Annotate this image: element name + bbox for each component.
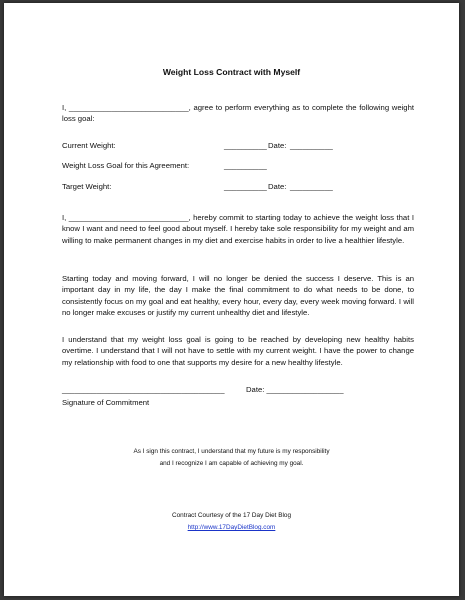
target-weight-blank: __________: [224, 182, 267, 191]
current-weight-row: [62, 140, 422, 152]
goal-row: [62, 160, 422, 172]
signature-date-label: Date:: [246, 385, 265, 394]
signature-label: Signature of Commitment: [62, 398, 150, 407]
current-weight-date-label: Date:: [268, 141, 287, 150]
statement-line-2: and I recognize I am capable of achieving my goal.: [159, 460, 304, 467]
current-weight-blank: __________: [224, 141, 267, 150]
document-title: Weight Loss Contract with Myself: [162, 67, 301, 77]
target-weight-date-blank: __________: [290, 182, 333, 191]
understanding-paragraph: I understand that my weight loss goal is going to be reached by developing new healthy habits overtime. I understand that I will not have to settle with my current weight. I have the power to change my relationship with food to one that supports my desire for a new healthy lifestyle.: [62, 335, 414, 367]
signature-line: ______________________________________: [62, 385, 225, 394]
intro-paragraph: I, ____________________________, agree to perform everything as to complete the following weight loss goal:: [62, 103, 414, 124]
signature-date: [246, 384, 343, 395]
current-weight-label: Current Weight:: [62, 141, 116, 150]
target-weight-label: Target Weight:: [62, 182, 112, 191]
statement-line-1: As I sign this contract, I understand that my future is my responsibility: [133, 448, 330, 455]
goal-blank: __________: [224, 161, 267, 170]
target-weight-row: [62, 181, 422, 193]
footer-credit: Contract Courtesy of the 17 Day Diet Blog: [172, 512, 291, 519]
goal-label: Weight Loss Goal for this Agreement:: [62, 161, 190, 170]
commitment-paragraph: I, ____________________________, hereby commit to starting today to achieve the weight loss that I know I want and need to feel good about myself. I hereby take sole responsibility for my weight and am willing to make permanent changes in my diet and exercise habits in order to live a healthier lifestyle.: [62, 213, 414, 245]
current-weight-date-blank: __________: [290, 141, 333, 150]
footer-link-wrap: [4, 523, 459, 534]
target-weight-date-label: Date:: [268, 182, 287, 191]
signature-date-blank: __________________: [266, 385, 344, 394]
footer-link[interactable]: http://www.17DayDietBlog.com: [187, 524, 276, 531]
contract-page: [4, 3, 459, 596]
moving-forward-paragraph: Starting today and moving forward, I will no longer be denied the success I deserve. This is an important day in my life, the day I make the final commitment to do what needs to be done, to consistently focus on my goal and eat healthy, every hour, every day, every week moving forward. I will no longer make excuses or justify my current unhealthy diet and lifestyle.: [62, 274, 414, 317]
